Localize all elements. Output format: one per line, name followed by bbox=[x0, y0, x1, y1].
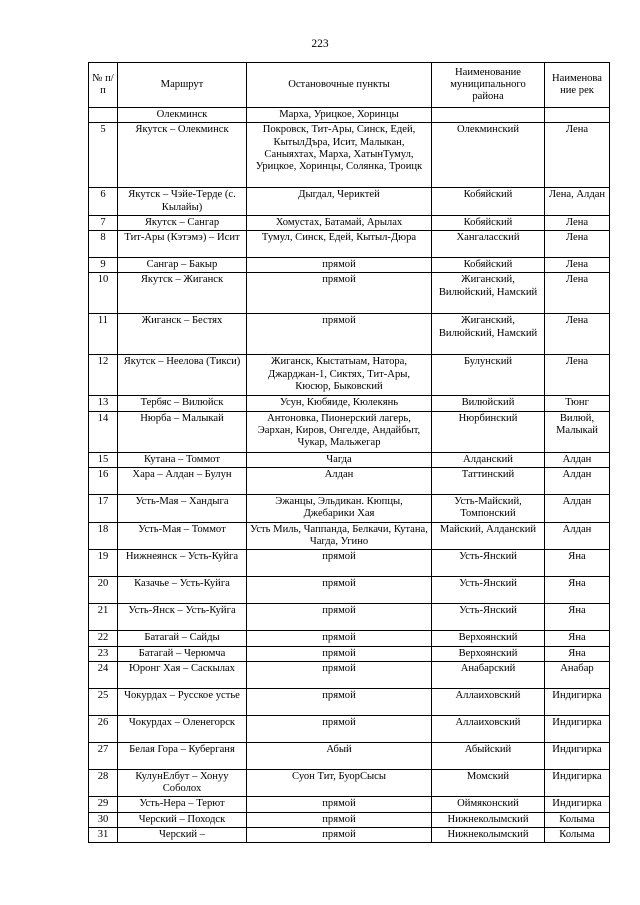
route-name: Усть-Нера – Терют bbox=[118, 797, 247, 812]
row-number: 19 bbox=[89, 550, 118, 577]
district-name: Таттинский bbox=[432, 468, 545, 495]
river-names: Колыма bbox=[545, 812, 610, 827]
stop-points: Чагда bbox=[247, 452, 432, 467]
table-row bbox=[89, 273, 610, 314]
row-number: 9 bbox=[89, 258, 118, 273]
river-names: Индигирка bbox=[545, 769, 610, 797]
river-names: Яна bbox=[545, 604, 610, 631]
river-names: Вилюй, Малыкай bbox=[545, 411, 610, 452]
header-district: Наименование муниципального района bbox=[432, 63, 545, 108]
district-name: Булунский bbox=[432, 355, 545, 396]
district-name: Нюрбинский bbox=[432, 411, 545, 452]
route-name: Черский – bbox=[118, 828, 247, 843]
stop-points: прямой bbox=[247, 812, 432, 827]
route-name: Тит-Ары (Кэтэмэ) – Исит bbox=[118, 231, 247, 258]
row-number: 13 bbox=[89, 396, 118, 411]
table-row bbox=[89, 812, 610, 827]
row-number: 16 bbox=[89, 468, 118, 495]
row-number: 25 bbox=[89, 688, 118, 715]
district-name: Нижнеколымский bbox=[432, 812, 545, 827]
stop-points: прямой bbox=[247, 646, 432, 661]
river-names: Яна bbox=[545, 631, 610, 646]
river-names: Лена bbox=[545, 215, 610, 230]
route-name: Сангар – Бакыр bbox=[118, 258, 247, 273]
row-number: 15 bbox=[89, 452, 118, 467]
stop-points: Алдан bbox=[247, 468, 432, 495]
table-row bbox=[89, 577, 610, 604]
route-name: Усть-Мая – Томмот bbox=[118, 522, 247, 550]
district-name: Усть-Майский, Томпонский bbox=[432, 495, 545, 523]
route-name: Тербяс – Вилюйск bbox=[118, 396, 247, 411]
river-names: Индигирка bbox=[545, 797, 610, 812]
stop-points: Покровск, Тит-Ары, Синск, Едей, КытылДъра, Исит, Малыкан, Саныяхтах, Марха, ХатынТумул, Урицкое, Хоринцы, Солянка, Троицк bbox=[247, 123, 432, 188]
stop-points: Суон Тит, БуорСысы bbox=[247, 769, 432, 797]
stop-points: Марха, Урицкое, Хоринцы bbox=[247, 108, 432, 123]
route-name: Якутск – Олекминск bbox=[118, 123, 247, 188]
route-name: Кутана – Томмот bbox=[118, 452, 247, 467]
row-number: 27 bbox=[89, 742, 118, 769]
district-name: Усть-Янский bbox=[432, 577, 545, 604]
river-names: Алдан bbox=[545, 522, 610, 550]
row-number: 24 bbox=[89, 661, 118, 688]
row-number: 14 bbox=[89, 411, 118, 452]
table-row bbox=[89, 396, 610, 411]
table-row bbox=[89, 688, 610, 715]
district-name: Оймяконский bbox=[432, 797, 545, 812]
route-name: КулунЕлбут – Хонуу Соболох bbox=[118, 769, 247, 797]
row-number: 23 bbox=[89, 646, 118, 661]
stop-points: прямой bbox=[247, 550, 432, 577]
district-name: Верхоянский bbox=[432, 646, 545, 661]
stop-points: прямой bbox=[247, 273, 432, 314]
river-names: Алдан bbox=[545, 452, 610, 467]
table-row bbox=[89, 123, 610, 188]
row-number: 28 bbox=[89, 769, 118, 797]
row-number: 12 bbox=[89, 355, 118, 396]
route-name: Якутск – Неелова (Тикси) bbox=[118, 355, 247, 396]
river-names: Анабар bbox=[545, 661, 610, 688]
row-number: 26 bbox=[89, 715, 118, 742]
district-name: Абыйский bbox=[432, 742, 545, 769]
route-name: Якутск – Чэйе-Терде (с. Кылайы) bbox=[118, 188, 247, 216]
route-name: Юронг Хая – Саскылах bbox=[118, 661, 247, 688]
table-row bbox=[89, 604, 610, 631]
stop-points: Дыгдал, Чериктей bbox=[247, 188, 432, 216]
route-name: Олекминск bbox=[118, 108, 247, 123]
table-row bbox=[89, 769, 610, 797]
table-row bbox=[89, 828, 610, 843]
stop-points: прямой bbox=[247, 688, 432, 715]
route-name: Хара – Алдан – Булун bbox=[118, 468, 247, 495]
river-names: Яна bbox=[545, 646, 610, 661]
stop-points: Эжанцы, Эльдикан. Кюпцы, Джебарики Хая bbox=[247, 495, 432, 523]
river-names: Лена, Алдан bbox=[545, 188, 610, 216]
table-row bbox=[89, 411, 610, 452]
stop-points: прямой bbox=[247, 661, 432, 688]
page-number: 223 bbox=[311, 38, 329, 50]
row-number: 8 bbox=[89, 231, 118, 258]
stop-points: Абый bbox=[247, 742, 432, 769]
district-name: Алданский bbox=[432, 452, 545, 467]
table-row bbox=[89, 468, 610, 495]
route-name: Чокурдах – Русское устье bbox=[118, 688, 247, 715]
row-number: 21 bbox=[89, 604, 118, 631]
row-number: 7 bbox=[89, 215, 118, 230]
stop-points: Антоновка, Пионерский лагерь, Эархан, Киров, Онгелде, Андайбыт, Чукар, Мальжегар bbox=[247, 411, 432, 452]
district-name: Кобяйский bbox=[432, 188, 545, 216]
river-names: Лена bbox=[545, 123, 610, 188]
table-row bbox=[89, 715, 610, 742]
district-name: Нижнеколымский bbox=[432, 828, 545, 843]
row-number bbox=[89, 108, 118, 123]
stop-points: прямой bbox=[247, 715, 432, 742]
route-name: Жиганск – Бестях bbox=[118, 314, 247, 355]
route-name: Нижнеянск – Усть-Куйга bbox=[118, 550, 247, 577]
route-name: Нюрба – Малыкай bbox=[118, 411, 247, 452]
district-name: Олекминский bbox=[432, 123, 545, 188]
district-name: Аллаиховский bbox=[432, 715, 545, 742]
district-name: Верхоянский bbox=[432, 631, 545, 646]
stop-points: Тумул, Синск, Едей, Кытыл-Дюра bbox=[247, 231, 432, 258]
route-name: Батагай – Сайды bbox=[118, 631, 247, 646]
table-row bbox=[89, 646, 610, 661]
table-row bbox=[89, 522, 610, 550]
row-number: 6 bbox=[89, 188, 118, 216]
table-row bbox=[89, 215, 610, 230]
route-name: Якутск – Сангар bbox=[118, 215, 247, 230]
district-name: Кобяйский bbox=[432, 215, 545, 230]
district-name bbox=[432, 108, 545, 123]
river-names: Индигирка bbox=[545, 715, 610, 742]
route-name: Черский – Походск bbox=[118, 812, 247, 827]
table-row bbox=[89, 314, 610, 355]
table-row bbox=[89, 258, 610, 273]
row-number: 29 bbox=[89, 797, 118, 812]
stop-points: Усун, Кюбяиде, Кюлекянь bbox=[247, 396, 432, 411]
table-row bbox=[89, 355, 610, 396]
route-name: Белая Гора – Куберганя bbox=[118, 742, 247, 769]
district-name: Вилюйский bbox=[432, 396, 545, 411]
river-names: Яна bbox=[545, 550, 610, 577]
stop-points: прямой bbox=[247, 797, 432, 812]
row-number: 18 bbox=[89, 522, 118, 550]
river-names: Лена bbox=[545, 314, 610, 355]
table-header-row bbox=[89, 63, 610, 108]
row-number: 17 bbox=[89, 495, 118, 523]
river-names: Алдан bbox=[545, 468, 610, 495]
river-names: Лена bbox=[545, 355, 610, 396]
district-name: Усть-Янский bbox=[432, 550, 545, 577]
stop-points: прямой bbox=[247, 577, 432, 604]
stop-points: прямой bbox=[247, 828, 432, 843]
table-row bbox=[89, 742, 610, 769]
river-names: Лена bbox=[545, 231, 610, 258]
district-name: Момский bbox=[432, 769, 545, 797]
route-name: Казачье – Усть-Куйга bbox=[118, 577, 247, 604]
route-name: Батагай – Черюмча bbox=[118, 646, 247, 661]
district-name: Жиганский, Вилюйский, Намский bbox=[432, 273, 545, 314]
routes-table bbox=[88, 62, 610, 843]
row-number: 11 bbox=[89, 314, 118, 355]
district-name: Майский, Алданский bbox=[432, 522, 545, 550]
district-name: Усть-Янский bbox=[432, 604, 545, 631]
stop-points: прямой bbox=[247, 314, 432, 355]
table-row bbox=[89, 550, 610, 577]
table-row bbox=[89, 452, 610, 467]
header-number: № п/п bbox=[89, 63, 118, 108]
row-number: 31 bbox=[89, 828, 118, 843]
route-name: Якутск – Жиганск bbox=[118, 273, 247, 314]
route-name: Усть-Мая – Хандыга bbox=[118, 495, 247, 523]
route-name: Усть-Янск – Усть-Куйга bbox=[118, 604, 247, 631]
district-name: Анабарский bbox=[432, 661, 545, 688]
river-names: Яна bbox=[545, 577, 610, 604]
stop-points: Жиганск, Кыстатыам, Натора, Джарджан-1, Сиктях, Тит-Ары, Кюсюр, Быковский bbox=[247, 355, 432, 396]
river-names: Индигирка bbox=[545, 688, 610, 715]
header-route: Маршрут bbox=[118, 63, 247, 108]
stop-points: Хомустах, Батамай, Арылах bbox=[247, 215, 432, 230]
table-row bbox=[89, 797, 610, 812]
table-body bbox=[89, 108, 610, 843]
district-name: Жиганский, Вилюйский, Намский bbox=[432, 314, 545, 355]
district-name: Кобяйский bbox=[432, 258, 545, 273]
table-row bbox=[89, 231, 610, 258]
table-row bbox=[89, 495, 610, 523]
river-names: Тюнг bbox=[545, 396, 610, 411]
river-names bbox=[545, 108, 610, 123]
table-row bbox=[89, 188, 610, 216]
stop-points: прямой bbox=[247, 258, 432, 273]
river-names: Индигирка bbox=[545, 742, 610, 769]
header-stops: Остановочные пункты bbox=[247, 63, 432, 108]
table-row bbox=[89, 661, 610, 688]
river-names: Лена bbox=[545, 273, 610, 314]
table-row bbox=[89, 108, 610, 123]
stop-points: прямой bbox=[247, 631, 432, 646]
row-number: 30 bbox=[89, 812, 118, 827]
row-number: 22 bbox=[89, 631, 118, 646]
route-name: Чокурдах – Оленегорск bbox=[118, 715, 247, 742]
row-number: 20 bbox=[89, 577, 118, 604]
river-names: Алдан bbox=[545, 495, 610, 523]
header-rivers: Наименова ние рек bbox=[545, 63, 610, 108]
stop-points: Усть Миль, Чаппанда, Белкачи, Кутана, Чагда, Угино bbox=[247, 522, 432, 550]
row-number: 5 bbox=[89, 123, 118, 188]
district-name: Аллаиховский bbox=[432, 688, 545, 715]
row-number: 10 bbox=[89, 273, 118, 314]
stop-points: прямой bbox=[247, 604, 432, 631]
river-names: Колыма bbox=[545, 828, 610, 843]
table-row bbox=[89, 631, 610, 646]
district-name: Хангаласский bbox=[432, 231, 545, 258]
river-names: Лена bbox=[545, 258, 610, 273]
